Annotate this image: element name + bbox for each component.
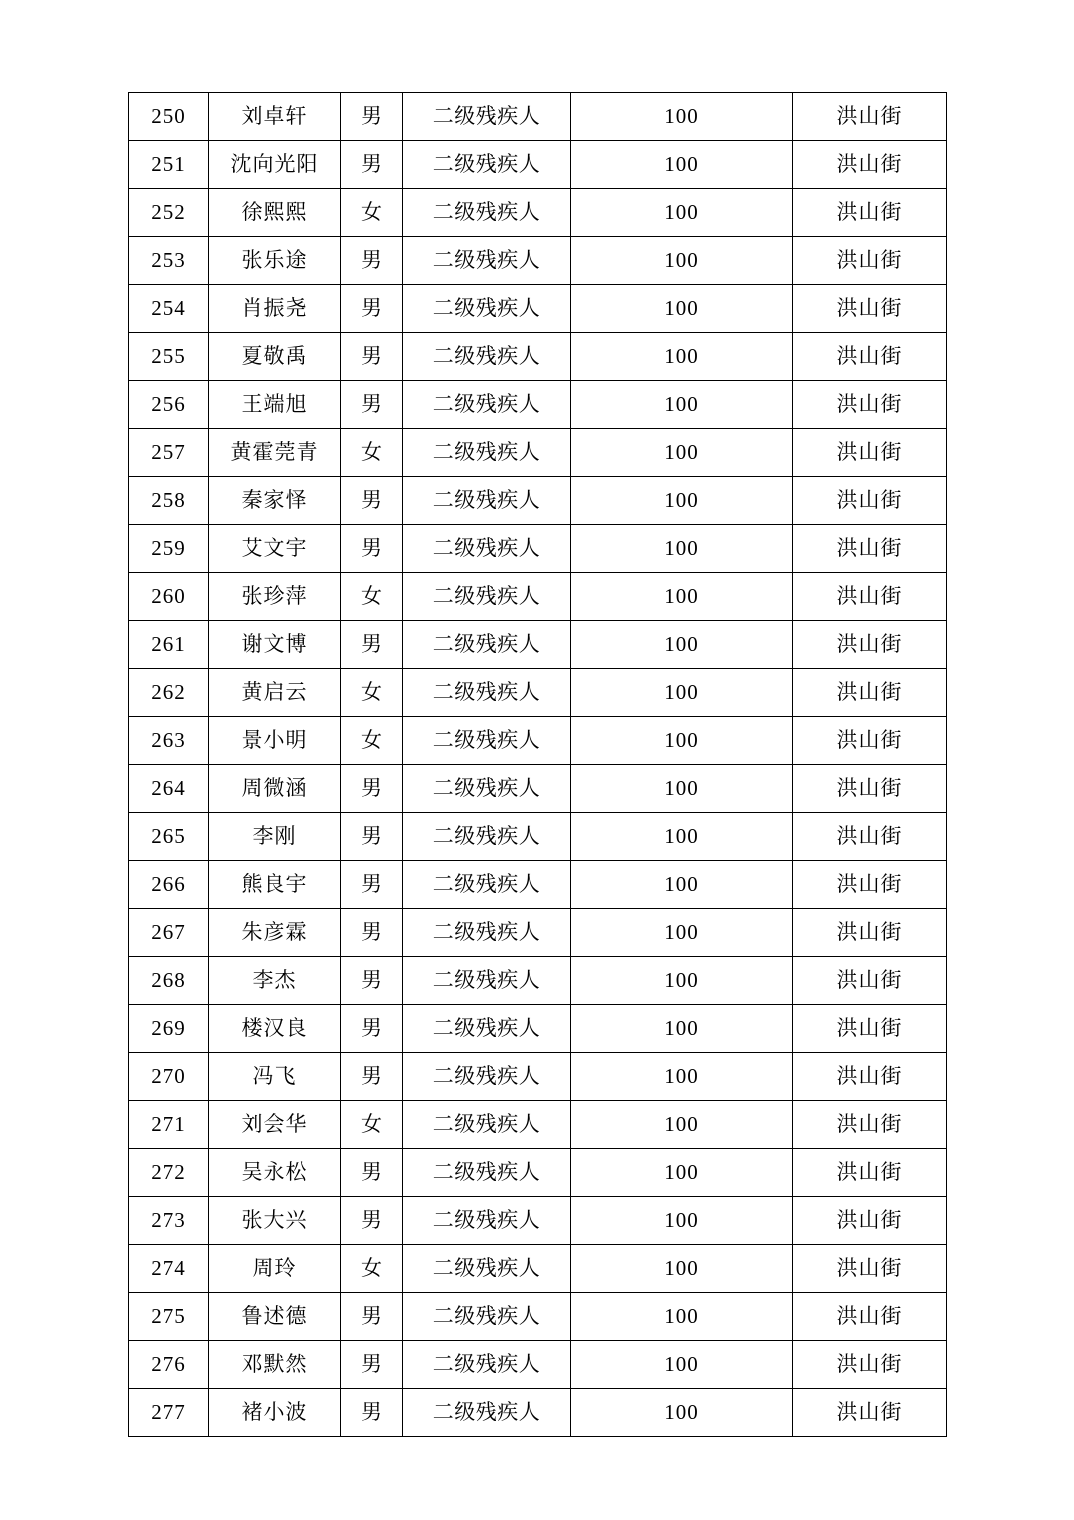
- cell-amount: 100: [571, 525, 793, 573]
- roster-table: [128, 92, 947, 1437]
- cell-type: 二级残疾人: [403, 1101, 571, 1149]
- cell-name: 邓默然: [209, 1341, 341, 1389]
- cell-amount: 100: [571, 477, 793, 525]
- cell-amount: 100: [571, 717, 793, 765]
- cell-name: 周微涵: [209, 765, 341, 813]
- cell-sex: 男: [341, 477, 403, 525]
- cell-name: 张大兴: [209, 1197, 341, 1245]
- table-row: [129, 1149, 947, 1197]
- cell-type: 二级残疾人: [403, 861, 571, 909]
- cell-index: 265: [129, 813, 209, 861]
- table-row: [129, 333, 947, 381]
- cell-sex: 女: [341, 717, 403, 765]
- cell-sex: 男: [341, 957, 403, 1005]
- cell-type: 二级残疾人: [403, 765, 571, 813]
- cell-sex: 男: [341, 861, 403, 909]
- cell-name: 景小明: [209, 717, 341, 765]
- cell-sex: 男: [341, 621, 403, 669]
- cell-index: 273: [129, 1197, 209, 1245]
- cell-street: 洪山街: [793, 1197, 947, 1245]
- table-row: [129, 765, 947, 813]
- cell-type: 二级残疾人: [403, 1389, 571, 1437]
- cell-name: 周玲: [209, 1245, 341, 1293]
- table-row: [129, 573, 947, 621]
- cell-type: 二级残疾人: [403, 237, 571, 285]
- table-row: [129, 861, 947, 909]
- cell-index: 256: [129, 381, 209, 429]
- cell-type: 二级残疾人: [403, 525, 571, 573]
- cell-type: 二级残疾人: [403, 717, 571, 765]
- cell-street: 洪山街: [793, 141, 947, 189]
- cell-amount: 100: [571, 1197, 793, 1245]
- cell-index: 251: [129, 141, 209, 189]
- cell-type: 二级残疾人: [403, 93, 571, 141]
- cell-sex: 男: [341, 381, 403, 429]
- table-row: [129, 909, 947, 957]
- cell-street: 洪山街: [793, 813, 947, 861]
- cell-index: 255: [129, 333, 209, 381]
- cell-sex: 男: [341, 285, 403, 333]
- cell-name: 王端旭: [209, 381, 341, 429]
- cell-type: 二级残疾人: [403, 381, 571, 429]
- cell-name: 鲁述德: [209, 1293, 341, 1341]
- cell-index: 250: [129, 93, 209, 141]
- cell-name: 褚小波: [209, 1389, 341, 1437]
- cell-name: 熊良宇: [209, 861, 341, 909]
- cell-index: 261: [129, 621, 209, 669]
- cell-sex: 男: [341, 1389, 403, 1437]
- table-row: [129, 669, 947, 717]
- table-row: [129, 1389, 947, 1437]
- cell-amount: 100: [571, 669, 793, 717]
- table-row: [129, 381, 947, 429]
- cell-type: 二级残疾人: [403, 141, 571, 189]
- roster-table-wrapper: [128, 92, 946, 1437]
- cell-street: 洪山街: [793, 285, 947, 333]
- cell-street: 洪山街: [793, 717, 947, 765]
- cell-type: 二级残疾人: [403, 429, 571, 477]
- cell-name: 秦家怿: [209, 477, 341, 525]
- cell-type: 二级残疾人: [403, 1341, 571, 1389]
- cell-sex: 女: [341, 189, 403, 237]
- cell-amount: 100: [571, 1245, 793, 1293]
- cell-sex: 男: [341, 1341, 403, 1389]
- cell-amount: 100: [571, 909, 793, 957]
- cell-street: 洪山街: [793, 477, 947, 525]
- cell-amount: 100: [571, 1389, 793, 1437]
- cell-street: 洪山街: [793, 237, 947, 285]
- cell-name: 刘会华: [209, 1101, 341, 1149]
- cell-street: 洪山街: [793, 381, 947, 429]
- cell-sex: 男: [341, 1005, 403, 1053]
- cell-street: 洪山街: [793, 1101, 947, 1149]
- cell-amount: 100: [571, 957, 793, 1005]
- cell-index: 263: [129, 717, 209, 765]
- cell-index: 257: [129, 429, 209, 477]
- cell-street: 洪山街: [793, 1149, 947, 1197]
- cell-street: 洪山街: [793, 1245, 947, 1293]
- cell-index: 258: [129, 477, 209, 525]
- cell-street: 洪山街: [793, 429, 947, 477]
- table-row: [129, 141, 947, 189]
- cell-type: 二级残疾人: [403, 189, 571, 237]
- cell-sex: 男: [341, 765, 403, 813]
- table-row: [129, 1005, 947, 1053]
- cell-type: 二级残疾人: [403, 1197, 571, 1245]
- cell-amount: 100: [571, 189, 793, 237]
- cell-amount: 100: [571, 1341, 793, 1389]
- cell-index: 266: [129, 861, 209, 909]
- table-row: [129, 189, 947, 237]
- cell-sex: 女: [341, 429, 403, 477]
- table-row: [129, 525, 947, 573]
- cell-index: 253: [129, 237, 209, 285]
- cell-sex: 男: [341, 1197, 403, 1245]
- cell-amount: 100: [571, 573, 793, 621]
- roster-table-body: [129, 93, 947, 1437]
- cell-amount: 100: [571, 621, 793, 669]
- cell-sex: 女: [341, 1245, 403, 1293]
- table-row: [129, 813, 947, 861]
- cell-index: 259: [129, 525, 209, 573]
- cell-type: 二级残疾人: [403, 909, 571, 957]
- cell-street: 洪山街: [793, 909, 947, 957]
- cell-name: 沈向光阳: [209, 141, 341, 189]
- cell-sex: 男: [341, 237, 403, 285]
- cell-amount: 100: [571, 1293, 793, 1341]
- cell-amount: 100: [571, 141, 793, 189]
- cell-amount: 100: [571, 429, 793, 477]
- cell-amount: 100: [571, 333, 793, 381]
- cell-index: 275: [129, 1293, 209, 1341]
- cell-name: 李刚: [209, 813, 341, 861]
- cell-name: 朱彦霖: [209, 909, 341, 957]
- cell-street: 洪山街: [793, 957, 947, 1005]
- cell-name: 夏敬禹: [209, 333, 341, 381]
- cell-name: 李杰: [209, 957, 341, 1005]
- cell-street: 洪山街: [793, 573, 947, 621]
- cell-sex: 男: [341, 93, 403, 141]
- cell-type: 二级残疾人: [403, 1245, 571, 1293]
- cell-street: 洪山街: [793, 1053, 947, 1101]
- cell-street: 洪山街: [793, 525, 947, 573]
- table-row: [129, 1101, 947, 1149]
- cell-index: 277: [129, 1389, 209, 1437]
- cell-sex: 男: [341, 909, 403, 957]
- cell-type: 二级残疾人: [403, 573, 571, 621]
- cell-sex: 男: [341, 1053, 403, 1101]
- cell-name: 张乐途: [209, 237, 341, 285]
- cell-street: 洪山街: [793, 765, 947, 813]
- cell-sex: 女: [341, 573, 403, 621]
- cell-amount: 100: [571, 1149, 793, 1197]
- table-row: [129, 1341, 947, 1389]
- table-row: [129, 717, 947, 765]
- cell-index: 270: [129, 1053, 209, 1101]
- cell-amount: 100: [571, 381, 793, 429]
- cell-sex: 女: [341, 669, 403, 717]
- cell-index: 267: [129, 909, 209, 957]
- cell-sex: 男: [341, 141, 403, 189]
- cell-index: 276: [129, 1341, 209, 1389]
- cell-street: 洪山街: [793, 861, 947, 909]
- cell-type: 二级残疾人: [403, 1053, 571, 1101]
- table-row: [129, 1197, 947, 1245]
- cell-amount: 100: [571, 285, 793, 333]
- cell-type: 二级残疾人: [403, 285, 571, 333]
- cell-index: 272: [129, 1149, 209, 1197]
- table-row: [129, 1293, 947, 1341]
- cell-type: 二级残疾人: [403, 813, 571, 861]
- cell-type: 二级残疾人: [403, 1293, 571, 1341]
- cell-name: 黄霍莞青: [209, 429, 341, 477]
- cell-type: 二级残疾人: [403, 669, 571, 717]
- cell-sex: 男: [341, 813, 403, 861]
- cell-street: 洪山街: [793, 621, 947, 669]
- cell-street: 洪山街: [793, 1389, 947, 1437]
- cell-name: 楼汉良: [209, 1005, 341, 1053]
- cell-street: 洪山街: [793, 669, 947, 717]
- cell-name: 艾文宇: [209, 525, 341, 573]
- cell-index: 260: [129, 573, 209, 621]
- cell-index: 274: [129, 1245, 209, 1293]
- cell-amount: 100: [571, 93, 793, 141]
- cell-sex: 男: [341, 1149, 403, 1197]
- cell-sex: 男: [341, 1293, 403, 1341]
- table-row: [129, 429, 947, 477]
- cell-amount: 100: [571, 813, 793, 861]
- cell-index: 264: [129, 765, 209, 813]
- cell-name: 冯飞: [209, 1053, 341, 1101]
- cell-name: 徐熙熙: [209, 189, 341, 237]
- cell-name: 张珍萍: [209, 573, 341, 621]
- table-row: [129, 477, 947, 525]
- cell-name: 吴永松: [209, 1149, 341, 1197]
- table-row: [129, 957, 947, 1005]
- cell-street: 洪山街: [793, 1341, 947, 1389]
- table-row: [129, 285, 947, 333]
- table-row: [129, 237, 947, 285]
- cell-type: 二级残疾人: [403, 1149, 571, 1197]
- cell-index: 254: [129, 285, 209, 333]
- cell-amount: 100: [571, 861, 793, 909]
- cell-index: 268: [129, 957, 209, 1005]
- cell-type: 二级残疾人: [403, 621, 571, 669]
- table-row: [129, 93, 947, 141]
- cell-street: 洪山街: [793, 1005, 947, 1053]
- table-row: [129, 1053, 947, 1101]
- cell-amount: 100: [571, 1101, 793, 1149]
- cell-name: 黄启云: [209, 669, 341, 717]
- cell-type: 二级残疾人: [403, 477, 571, 525]
- cell-street: 洪山街: [793, 1293, 947, 1341]
- cell-index: 262: [129, 669, 209, 717]
- cell-amount: 100: [571, 237, 793, 285]
- cell-amount: 100: [571, 765, 793, 813]
- cell-name: 刘卓轩: [209, 93, 341, 141]
- cell-index: 271: [129, 1101, 209, 1149]
- cell-amount: 100: [571, 1053, 793, 1101]
- cell-index: 269: [129, 1005, 209, 1053]
- cell-street: 洪山街: [793, 333, 947, 381]
- table-row: [129, 621, 947, 669]
- cell-street: 洪山街: [793, 189, 947, 237]
- cell-sex: 女: [341, 1101, 403, 1149]
- cell-amount: 100: [571, 1005, 793, 1053]
- cell-name: 谢文博: [209, 621, 341, 669]
- cell-street: 洪山街: [793, 93, 947, 141]
- table-row: [129, 1245, 947, 1293]
- cell-sex: 男: [341, 333, 403, 381]
- cell-sex: 男: [341, 525, 403, 573]
- cell-type: 二级残疾人: [403, 957, 571, 1005]
- cell-type: 二级残疾人: [403, 333, 571, 381]
- cell-type: 二级残疾人: [403, 1005, 571, 1053]
- cell-index: 252: [129, 189, 209, 237]
- cell-name: 肖振尧: [209, 285, 341, 333]
